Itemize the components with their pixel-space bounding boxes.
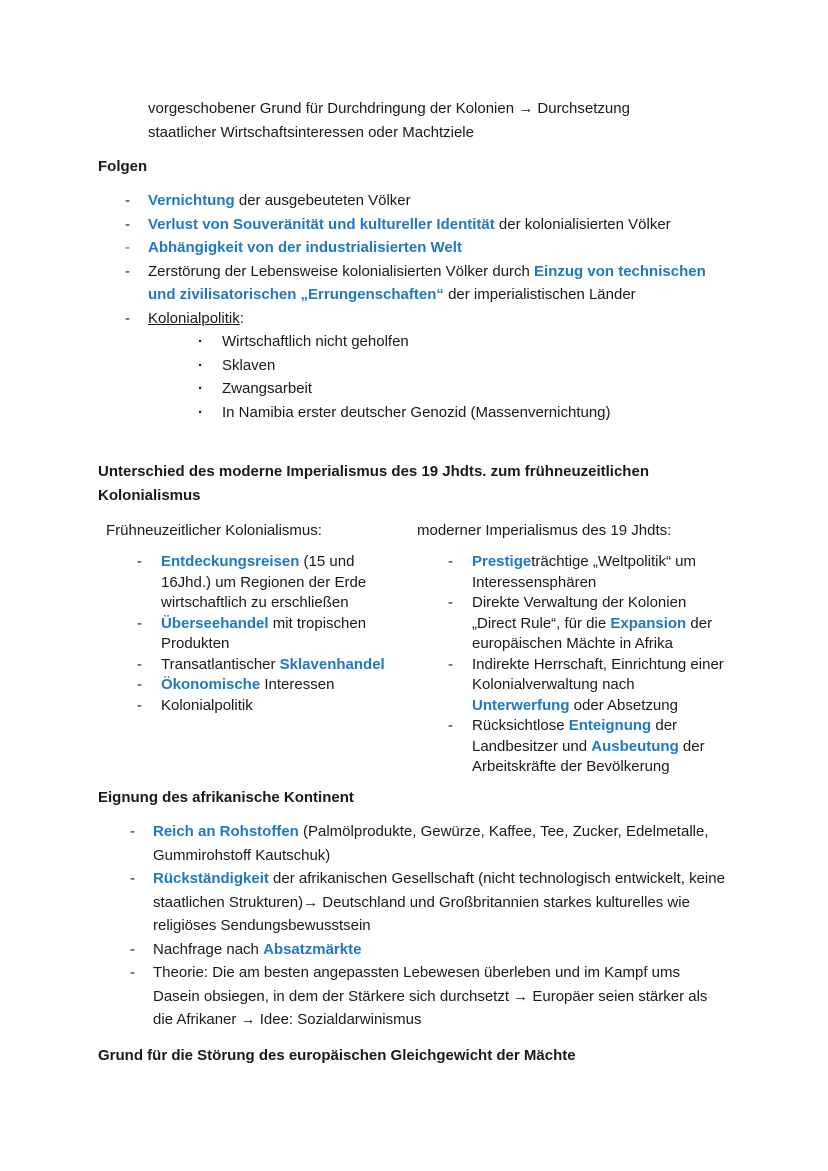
text-segment: Kolonialpolitik — [148, 309, 240, 327]
highlighted-term: Expansion — [610, 614, 687, 632]
text-segment: Nachfrage nach — [153, 940, 264, 958]
list-item — [417, 716, 727, 778]
list-item — [106, 614, 406, 655]
highlighted-term: Rückständigkeit — [153, 870, 269, 887]
text-segment: der europäischen Mächte in Afrika — [472, 614, 713, 652]
text-segment: Zerstörung der Lebensweise kolonialisierten Völker durch — [148, 262, 535, 280]
column-title: moderner Imperialismus des 19 Jhdts: — [417, 522, 672, 539]
column-fruehneuzeit — [106, 519, 406, 716]
fruehneuzeit-list — [106, 552, 406, 716]
text-segment: der imperialistischen Länder — [443, 286, 636, 303]
sublist-item: · Zwangsarbeit — [98, 377, 728, 401]
list-item — [106, 675, 406, 696]
heading-folgen: Folgen — [98, 158, 148, 175]
column-title: Frühneuzeitlicher Kolonialismus: — [106, 522, 322, 539]
list-item — [103, 820, 728, 867]
column-imperialismus — [417, 519, 727, 778]
text-segment: der Arbeitskräfte der Bevölkerung — [472, 737, 705, 775]
folgen-section — [98, 189, 728, 424]
heading-grund: Grund für die Störung des europäischen Gleichgewicht der Mächte — [98, 1047, 576, 1064]
text-segment: der kolonialisierten Völker — [494, 215, 671, 233]
imperialismus-list — [417, 552, 727, 778]
heading-unterschied: Unterschied des moderne Imperialismus des 19 Jhdts. zum frühneuzeitlichen Kolonialismus — [98, 463, 649, 504]
intro-line: vorgeschobener Grund für Durchdringung der Kolonien → Durchsetzung — [148, 100, 630, 117]
text-segment: der Landbesitzer und — [472, 717, 678, 755]
list-item — [98, 213, 728, 237]
list-item — [103, 961, 728, 1032]
highlighted-term: Enteignung — [568, 717, 652, 734]
highlighted-term: Entdeckungsreisen — [161, 553, 300, 570]
intro-line: staatlicher Wirtschaftsinteressen oder Machtziele — [148, 123, 474, 141]
sublist-item: · Wirtschaftlich nicht geholfen — [98, 330, 728, 354]
highlighted-term: Einzug von technischen und zivilisatorischen „Errungenschaften“ — [148, 262, 706, 303]
text-segment: mit tropischen Produkten — [161, 614, 367, 652]
sublist-item: · In Namibia erster deutscher Genozid (Massenvernichtung) — [98, 401, 728, 425]
text-segment: Transatlantischer — [161, 655, 280, 673]
list-item — [103, 867, 728, 938]
text-segment: Interessen — [260, 676, 335, 693]
highlighted-term: Reich an Rohstoffen — [153, 823, 299, 840]
eignung-section — [103, 820, 728, 1032]
text-segment: Kolonialpolitik — [161, 696, 253, 714]
intro-paragraph — [148, 97, 630, 144]
highlighted-term: Abhängigkeit von der industrialisierten Welt — [148, 239, 462, 256]
highlighted-term: Verlust von Souveränität und kultureller Identität — [148, 215, 495, 233]
list-item — [106, 655, 406, 676]
text-segment: Direkte Verwaltung der Kolonien „Direct Rule“, für die — [472, 594, 687, 632]
list-item — [106, 696, 406, 717]
text-segment: trächtige „Weltpolitik“ um Interessensphären — [472, 553, 696, 591]
heading-eignung: Eignung des afrikanische Kontinent — [98, 789, 354, 806]
list-item — [106, 552, 406, 614]
list-item — [98, 260, 728, 307]
text-segment: (15 und 16Jhd.) um Regionen der Erde wirtschaftlich zu erschließen — [161, 553, 367, 611]
text-segment: (Palmölprodukte, Gewürze, Kaffee, Tee, Zucker, Edelmetalle, Gummirohstoff Kautschuk) — [153, 823, 709, 864]
text-segment: Rücksichtlose — [472, 717, 569, 734]
list-item — [98, 236, 728, 260]
list-item — [417, 655, 727, 717]
highlighted-term: Vernichtung — [148, 192, 235, 209]
folgen-list — [98, 189, 728, 330]
text-segment: der afrikanischen Gesellschaft (nicht technologisch entwickelt, keine staatlichen Strukturen)→ Deutschland und Großbritannien starkes kulturelles wie religiöses Sendungsbewusstsein — [153, 870, 725, 934]
highlighted-term: Unterwerfung — [472, 696, 570, 714]
text-segment: Indirekte Herrschaft, Einrichtung einer Kolonialverwaltung nach — [472, 655, 724, 693]
text-segment: : — [239, 309, 244, 327]
sublist-item: · Sklaven — [98, 354, 728, 378]
text-segment: der ausgebeuteten Völker — [234, 192, 411, 209]
kolonialpolitik-sublist — [98, 330, 728, 424]
highlighted-term: Ökonomische — [161, 676, 261, 693]
list-item — [103, 938, 728, 962]
highlighted-term: Prestige — [472, 553, 532, 570]
list-item — [417, 552, 727, 593]
list-item — [417, 593, 727, 655]
list-item — [98, 189, 728, 213]
highlighted-term: Absatzmärkte — [263, 940, 362, 958]
text-segment: oder Absetzung — [569, 696, 678, 714]
text-segment: Theorie: Die am besten angepassten Lebewesen überleben und im Kampf ums Dasein obsiegen, in dem der Stärkere sich durchsetzt → Europäer seien stärker als die Afrikaner → Idee: Sozialdarwinismus — [153, 964, 708, 1028]
highlighted-term: Ausbeutung — [591, 737, 679, 755]
highlighted-term: Sklavenhandel — [279, 655, 385, 673]
eignung-list — [103, 820, 728, 1032]
list-item — [98, 307, 728, 331]
highlighted-term: Überseehandel — [161, 614, 269, 632]
